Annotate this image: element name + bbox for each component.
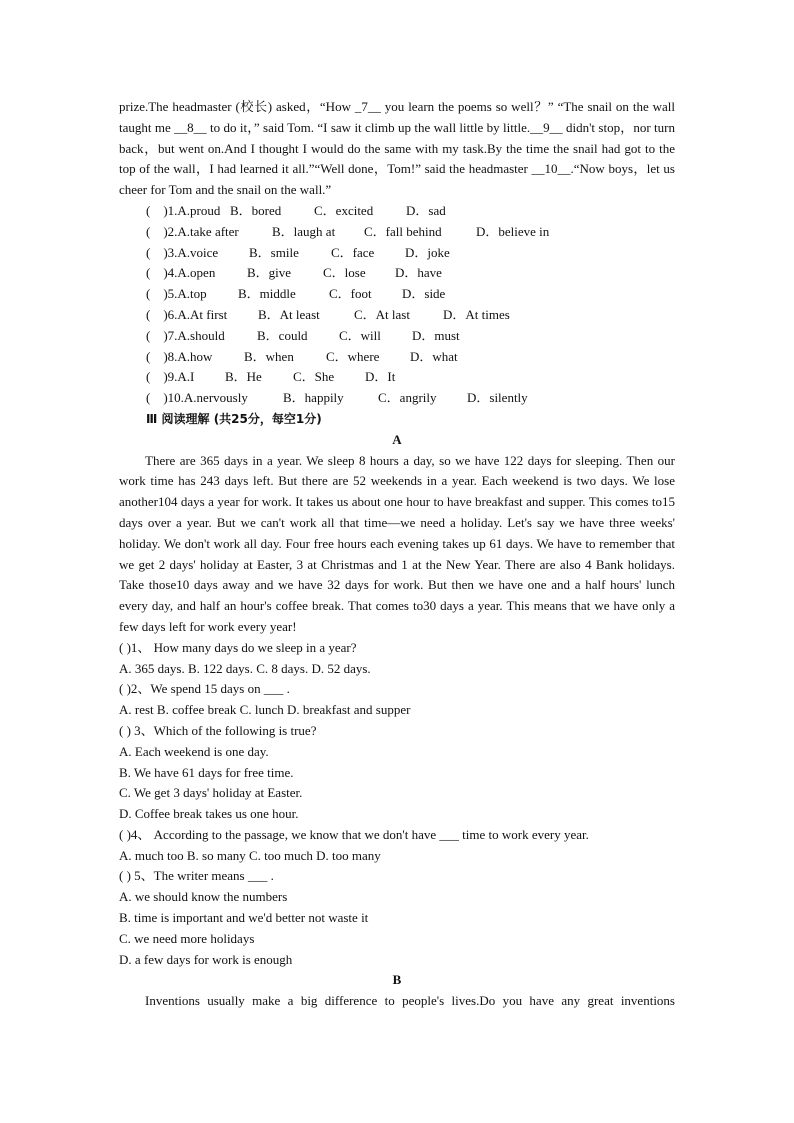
option-c: C．excited <box>314 202 374 218</box>
option-row <box>119 326 675 347</box>
option-c: C．At last <box>354 306 410 322</box>
option-a: ( )4.A.open <box>146 265 216 281</box>
option-d: D．side <box>402 286 446 302</box>
option-row <box>119 305 675 326</box>
option-a: ( )10.A.nervously <box>146 390 248 406</box>
question-line: A. rest B. coffee break C. lunch D. breakfast and supper <box>119 702 411 718</box>
option-b: B．could <box>257 327 308 343</box>
question-line: ( ) 3、Which of the following is true? <box>119 722 317 738</box>
option-b: B．smile <box>249 244 299 260</box>
cloze-options <box>119 201 675 409</box>
option-c: C．lose <box>323 265 366 281</box>
option-row <box>119 222 675 243</box>
option-d: D．must <box>412 327 460 343</box>
question-line: B. We have 61 days for free time. <box>119 764 294 780</box>
question-line: ( )4、 According to the passage, we know that we don't have ___ time to work every year. <box>119 826 589 842</box>
option-b: B．He <box>225 369 262 385</box>
option-a: ( )2.A.take after <box>146 223 239 239</box>
option-row <box>119 201 675 222</box>
option-row <box>119 347 675 368</box>
option-a: ( )9.A.I <box>146 369 195 385</box>
passage-b: Inventions usually make a big difference to people's lives.Do you have any great inventions <box>145 993 675 1009</box>
question-line: A. much too B. so many C. too much D. too many <box>119 847 381 863</box>
passage-a: There are 365 days in a year. We sleep 8 hours a day, so we have 122 days for sleeping. Then our work time has 243 days left. But there are 52 weekends in a year. Each weekend is two days. We lose another104 days a year for work. It takes us about one hour to have breakfast and supper. This comes to15 days over a year. But we can't work all that time—we need a holiday. Let's say we have three weeks' holiday. We don't work all day. Four free hours each evening takes up 61 days. We have to remember that we get 2 days' holiday at Easter, 3 at Christmas and 1 at the New Year. There are also 4 Bank holidays. Take those10 days away and we have 32 days for work. But then we have one and a half hours' lunch every day, and half an hour's coffee break. That comes to30 days a year. This means that we have only a few days left for work every year! <box>119 452 675 634</box>
passage-a-label: A <box>392 431 402 447</box>
option-b: B．happily <box>283 390 344 406</box>
question-line: ( ) 5、The writer means ___ . <box>119 868 274 884</box>
option-a: ( )5.A.top <box>146 286 207 302</box>
passage-b-label: B <box>392 972 402 988</box>
option-row <box>119 243 675 264</box>
option-d: D．sad <box>406 202 446 218</box>
option-a: ( )3.A.voice <box>146 244 219 260</box>
question-line: ( )1、 How many days do we sleep in a year? <box>119 639 357 655</box>
question-line: C. we need more holidays <box>119 930 255 946</box>
option-c: C．foot <box>329 286 372 302</box>
section-title: Ⅲ 阅读理解 (共25分，每空1分) <box>146 411 322 426</box>
question-line: B. time is important and we'd better not waste it <box>119 910 369 926</box>
option-a: ( )7.A.should <box>146 327 225 343</box>
question-line: C. We get 3 days' holiday at Easter. <box>119 785 303 801</box>
page-content <box>119 97 675 1012</box>
option-c: C．where <box>326 348 380 364</box>
option-row <box>119 284 675 305</box>
option-d: D．believe in <box>476 223 550 239</box>
option-b: B．when <box>244 348 294 364</box>
passage-a-questions <box>119 638 675 971</box>
option-b: B．laugh at <box>272 223 336 239</box>
option-row <box>119 388 675 409</box>
option-b: B．At least <box>258 306 320 322</box>
option-d: D．have <box>395 265 442 281</box>
option-b: B．give <box>247 265 292 281</box>
option-c: C．fall behind <box>364 223 442 239</box>
question-line: D. a few days for work is enough <box>119 951 293 967</box>
option-a: ( )8.A.how <box>146 348 213 364</box>
option-c: C．face <box>331 244 375 260</box>
option-a: ( )1.A.proud <box>146 202 221 218</box>
option-d: D．At times <box>443 306 510 322</box>
option-d: D．what <box>410 348 458 364</box>
option-b: B．middle <box>238 286 296 302</box>
cloze-passage-end: prize.The headmaster (校长) asked，“How _7__ you learn the poems so well？” “The snail on the wall taught me __8__ to do it，” said Tom. “I saw it climb up the wall little by little.__9__ didn't stop，nor turn back，but went on.And I thought I would do the same with my task.By the time the snail had got to the top of the wall，I had learned it all.”“Well done，Tom!” said the headmaster __10__.“Now boys，let us cheer for Tom and the snail on the wall.” <box>119 99 675 198</box>
question-line: D. Coffee break takes us one hour. <box>119 806 299 822</box>
option-d: D．joke <box>405 244 450 260</box>
question-line: ( )2、We spend 15 days on ___ . <box>119 681 290 697</box>
question-line: A. we should know the numbers <box>119 889 288 905</box>
option-b: B．bored <box>230 202 282 218</box>
option-d: D．silently <box>467 390 528 406</box>
option-c: C．She <box>293 369 335 385</box>
option-c: C．angrily <box>378 390 437 406</box>
option-c: C．will <box>339 327 381 343</box>
question-line: A. Each weekend is one day. <box>119 743 269 759</box>
option-row <box>119 263 675 284</box>
option-row <box>119 367 675 388</box>
option-d: D．It <box>365 369 396 385</box>
option-a: ( )6.A.At first <box>146 306 228 322</box>
question-line: A. 365 days. B. 122 days. C. 8 days. D. 52 days. <box>119 660 371 676</box>
